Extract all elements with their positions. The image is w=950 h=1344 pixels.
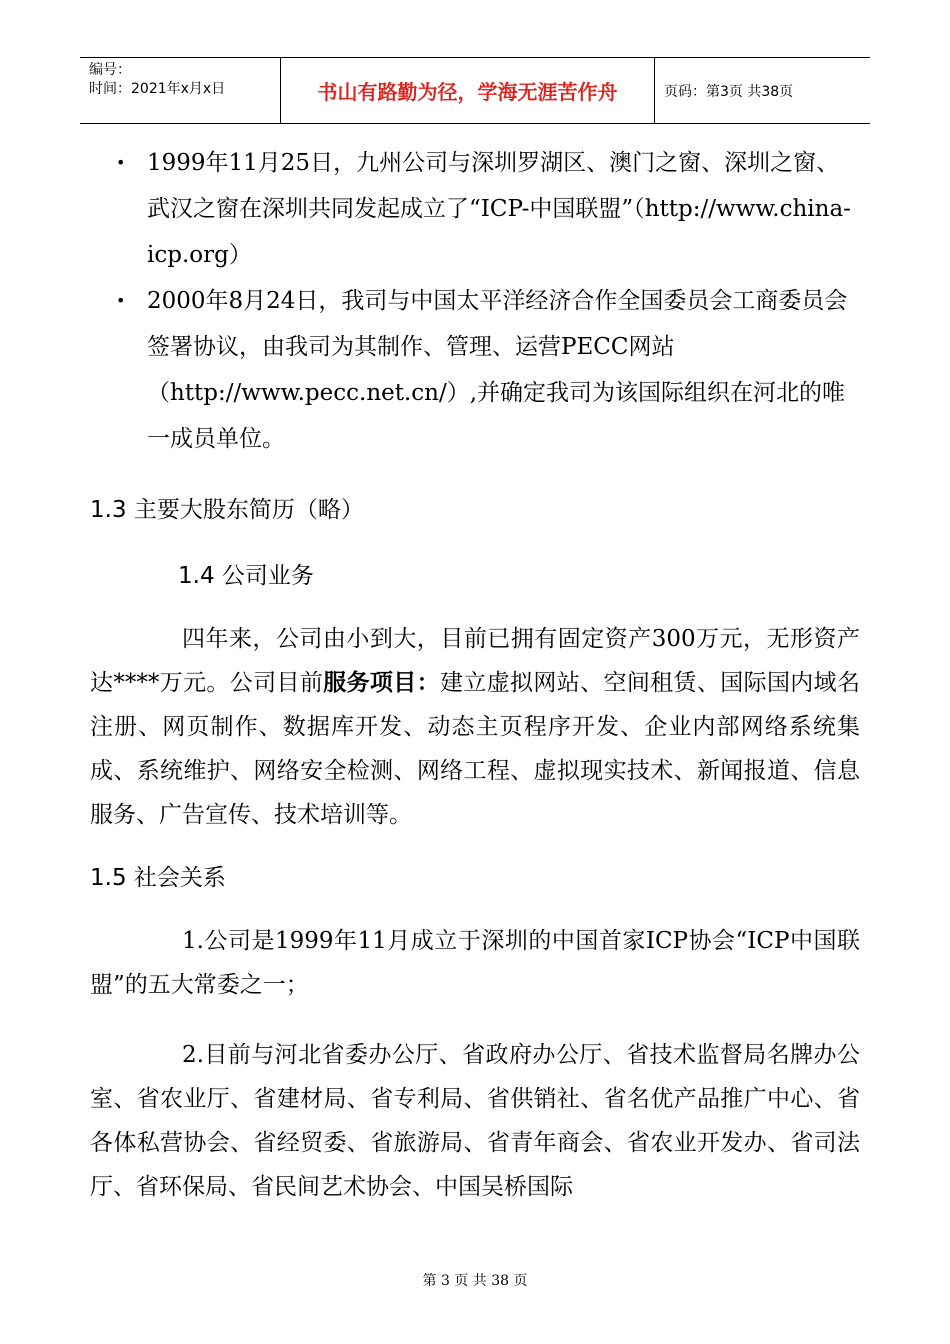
relations-paragraph-2: 2.目前与河北省委办公厅、省政府办公厅、省技术监督局名牌办公室、省农业厅、省建材局、省专利局、省供销社、省名优产品推广中心、省各体私营协会、省经贸委、省旅游局、省青年商会、省农业开发办、省司法厅、省环保局、省民间艺术协会、中国吴桥国际 bbox=[90, 1042, 860, 1200]
header-motto: 书山有路勤为径，学海无涯苦作舟 bbox=[281, 58, 655, 123]
business-paragraph bbox=[90, 617, 860, 837]
header-page-info: 页码：第3页 共38页 bbox=[664, 83, 794, 100]
bullet-item bbox=[90, 140, 860, 278]
bullet-dot-icon: • bbox=[116, 291, 126, 310]
page-footer: 第 3 页 共 38 页 bbox=[422, 1273, 528, 1289]
header-time-label: 时间：2021年x月x日 bbox=[89, 81, 226, 97]
document-body bbox=[90, 140, 860, 1209]
section-heading-1-3: 1.3 主要大股东简历（略） bbox=[90, 497, 364, 523]
services-label: 服务项目： bbox=[323, 670, 440, 696]
business-text-start: 四年来，公司由小到大，目前已拥有固定资产300万元，无形资产达****万元。公司目前 bbox=[90, 626, 860, 696]
bullet-text: 2000年8月24日，我司与中国太平洋经济合作全国委员会工商委员会签署协议，由我司为其制作、管理、运营PECC网站（http://www.pecc.net.cn/）,并确定我司为该国际组织在河北的唯一成员单位。 bbox=[147, 288, 848, 452]
bullet-dot-icon: • bbox=[116, 153, 126, 172]
page-header bbox=[80, 57, 870, 124]
section-heading-1-4: 1.4 公司业务 bbox=[178, 563, 314, 589]
bullet-text: 1999年11月25日，九州公司与深圳罗湖区、澳门之窗、深圳之窗、武汉之窗在深圳共同发起成立了“ICP-中国联盟”（http://www.china-icp.org） bbox=[147, 150, 851, 268]
relations-paragraph-1: 1.公司是1999年11月成立于深圳的中国首家ICP协会“ICP中国联盟”的五大常委之一； bbox=[90, 928, 860, 998]
bullet-item bbox=[90, 278, 860, 462]
header-number-label: 编号： bbox=[89, 62, 131, 78]
business-text-rest: 建立虚拟网站、空间租赁、国际国内域名注册、网页制作、数据库开发、动态主页程序开发、企业内部网络系统集成、系统维护、网络安全检测、网络工程、虚拟现实技术、新闻报道、信息服务、广告宣传、技术培训等。 bbox=[90, 670, 861, 828]
header-meta bbox=[80, 58, 281, 123]
section-heading-1-5: 1.5 社会关系 bbox=[90, 865, 226, 891]
